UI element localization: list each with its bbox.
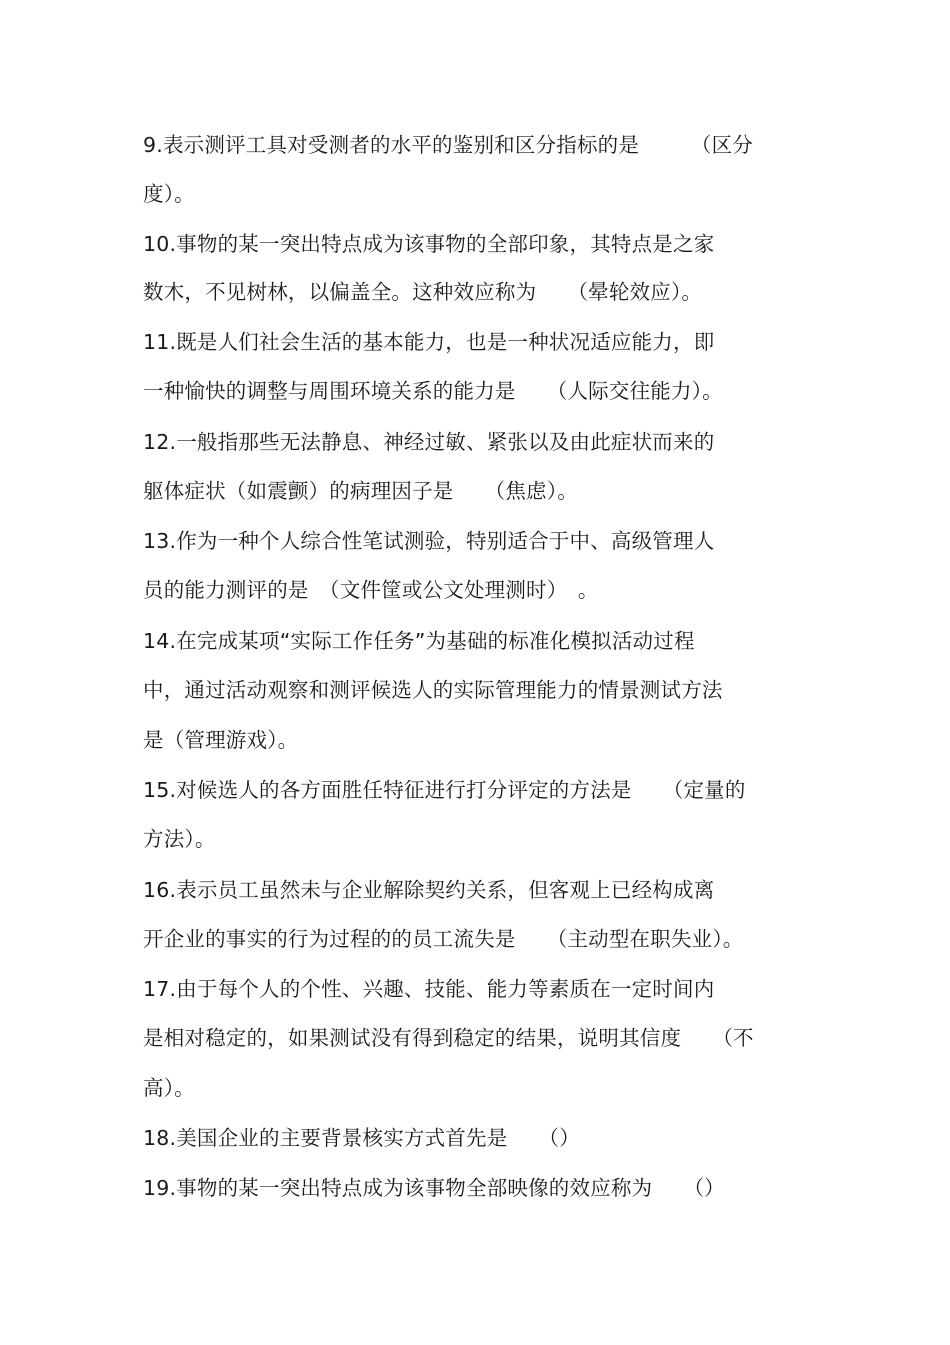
q17-line-2: 是相对稳定的，如果测试没有得到稳定的结果，说明其信度 （不 [143, 1026, 754, 1050]
q12-line-1: 12.一般指那些无法静息、神经过敏、紧张以及由此症状而来的 [143, 430, 715, 454]
q17-line-3: 高）。 [143, 1076, 195, 1100]
q15-line-1: 15.对候选人的各方面胜任特征进行打分评定的方法是 （定量的 [143, 778, 746, 802]
q9-line-1: 9.表示测评工具对受测者的水平的鉴别和区分指标的是 （区分 [143, 133, 754, 157]
q14-line-1: 14.在完成某项“实际工作任务”为基础的标准化模拟活动过程 [143, 629, 695, 653]
q13-line-1: 13.作为一种个人综合性笔试测验，特别适合于中、高级管理人 [143, 529, 715, 553]
q10-line-1: 10.事物的某一突出特点成为该事物的全部印象，其特点是之家 [143, 232, 715, 256]
q10-line-2: 数木，不见树林，以偏盖全。这种效应称为 （晕轮效应）。 [143, 280, 703, 304]
q14-line-3: 是（管理游戏）。 [143, 728, 299, 752]
q15-line-2: 方法）。 [143, 827, 216, 851]
q11-line-1: 11.既是人们社会生活的基本能力，也是一种状况适应能力，即 [143, 330, 715, 354]
q11-line-2: 一种愉快的调整与周围环境关系的能力是 （人际交往能力）。 [143, 379, 723, 403]
q16-line-1: 16.表示员工虽然未与企业解除契约关系，但客观上已经构成离 [143, 878, 715, 902]
q19-line-1: 19.事物的某一突出特点成为该事物全部映像的效应称为 （） [143, 1176, 725, 1200]
q12-line-2: 躯体症状（如震颤）的病理因子是 （焦虑）。 [143, 479, 578, 503]
q18-line-1: 18.美国企业的主要背景核实方式首先是 （） [143, 1126, 580, 1150]
q16-line-2: 开企业的事实的行为过程的的员工流失是 （主动型在职失业）。 [143, 927, 744, 951]
q17-line-1: 17.由于每个人的个性、兴趣、技能、能力等素质在一定时间内 [143, 977, 715, 1001]
q13-line-2: 员的能力测评的是 （文件筐或公文处理测时） 。 [143, 578, 599, 602]
q14-line-2: 中，通过活动观察和测评候选人的实际管理能力的情景测试方法 [143, 678, 723, 702]
q9-line-2: 度）。 [143, 182, 195, 206]
